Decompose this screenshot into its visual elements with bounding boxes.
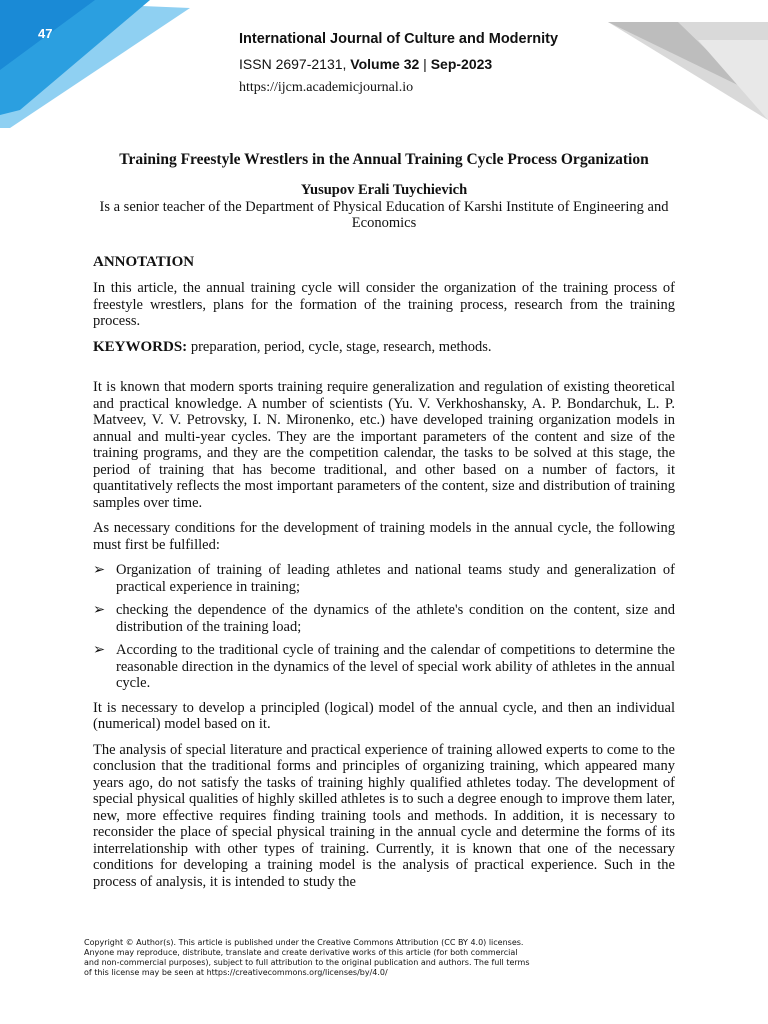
conditions-list <box>93 562 675 692</box>
arrow-bullet-icon: ➢ <box>93 602 106 618</box>
issn-line <box>239 56 492 72</box>
author-affiliation: Is a senior teacher of the Department of Physical Education of Karshi Institute of Engineering and Economics <box>99 198 669 231</box>
body-paragraph-1: It is known that modern sports training require generalization and regulation of existing theoretical and practical knowledge. A number of scientists (Yu. V. Verkhoshansky, A. P. Bondarchuk, L. P. Matveev, V. V. Petrovsky, I. N. Mironenko, etc.) have developed training organization models in annual and multi-year cycles. They are the important parameters of the content and size of the training programs, and they are the competition calendar, the tasks to be solved at this stage, the period of training that has become traditional, and other based on a number of factors, it quantitatively reflects the most important parameters of the content, size and distribution of training samples over time. <box>93 379 675 511</box>
issn-text: ISSN 2697-2131, <box>239 56 351 72</box>
list-item-text: Organization of training of leading athletes and national teams study and generalization of practical experience in training; <box>116 562 675 595</box>
issn-separator: | <box>419 56 431 72</box>
keywords-text: preparation, period, cycle, stage, research, methods. <box>187 338 492 355</box>
annotation-text: In this article, the annual training cycle will consider the organization of the training process of freestyle wrestlers, plans for the formation of the training process, research from the training process. <box>93 280 675 329</box>
keywords <box>93 339 675 356</box>
annotation-heading: ANNOTATION <box>93 253 195 270</box>
header-corner-decoration-left <box>0 0 200 130</box>
paper-title: Training Freestyle Wrestlers in the Annual Training Cycle Process Organization <box>119 151 649 168</box>
footer-line: Anyone may reproduce, distribute, translate and create derivative works of this article (for both commercial <box>84 948 518 957</box>
body-paragraph-2: As necessary conditions for the development of training models in the annual cycle, the following must first be fulfilled: <box>93 520 675 553</box>
footer-line: and non-commercial purposes), subject to full attribution to the original publication and authors. The full terms <box>84 958 530 967</box>
list-item <box>93 642 675 692</box>
journal-title: International Journal of Culture and Modernity <box>239 31 559 47</box>
page-number: 47 <box>38 26 53 41</box>
journal-url[interactable]: https://ijcm.academicjournal.io <box>239 80 414 95</box>
arrow-bullet-icon: ➢ <box>93 642 106 658</box>
list-item-text: checking the dependence of the dynamics of the athlete's condition on the content, size and distribution of the training load; <box>116 602 675 635</box>
footer-line: Copyright © Author(s). This article is published under the Creative Commons Attribution (CC BY 4.0) licenses. <box>84 938 524 947</box>
list-item <box>93 602 675 635</box>
arrow-bullet-icon: ➢ <box>93 562 106 578</box>
volume: Volume 32 <box>350 56 420 72</box>
author-name: Yusupov Erali Tuychievich <box>300 182 468 198</box>
list-item <box>93 562 675 595</box>
issue-date: Sep-2023 <box>430 56 493 72</box>
footer-line: of this license may be seen at https://creativecommons.org/licenses/by/4.0/ <box>84 968 388 977</box>
body-paragraph-3: It is necessary to develop a principled (logical) model of the annual cycle, and then an individual (numerical) model based on it. <box>93 699 675 732</box>
list-item-text: According to the traditional cycle of training and the calendar of competitions to determine the reasonable direction in the dynamics of the level of special work ability of athletes in the annual cycle. <box>116 642 675 691</box>
header-corner-decoration-right <box>588 0 768 130</box>
body-paragraph-4: The analysis of special literature and practical experience of training allowed experts to come to the conclusion that the traditional forms and principles of organizing training, which appeared many years ago, do not satisfy the tasks of training highly qualified athletes today. The development of special physical qualities of highly skilled athletes is to such a degree enough to improve them later, new, more effective requires finding training tools and methods. In addition, it is necessary to reconsider the place of special physical training in the annual cycle and determine the forms of its interrelationship with other types of training. Currently, it is known that one of the necessary conditions for developing a training model is the analysis of practical experience. Such in the process of analysis, it is intended to study the <box>93 741 675 890</box>
license-footer <box>84 938 624 978</box>
article-body <box>93 150 675 899</box>
keywords-label: KEYWORDS: <box>93 338 188 355</box>
